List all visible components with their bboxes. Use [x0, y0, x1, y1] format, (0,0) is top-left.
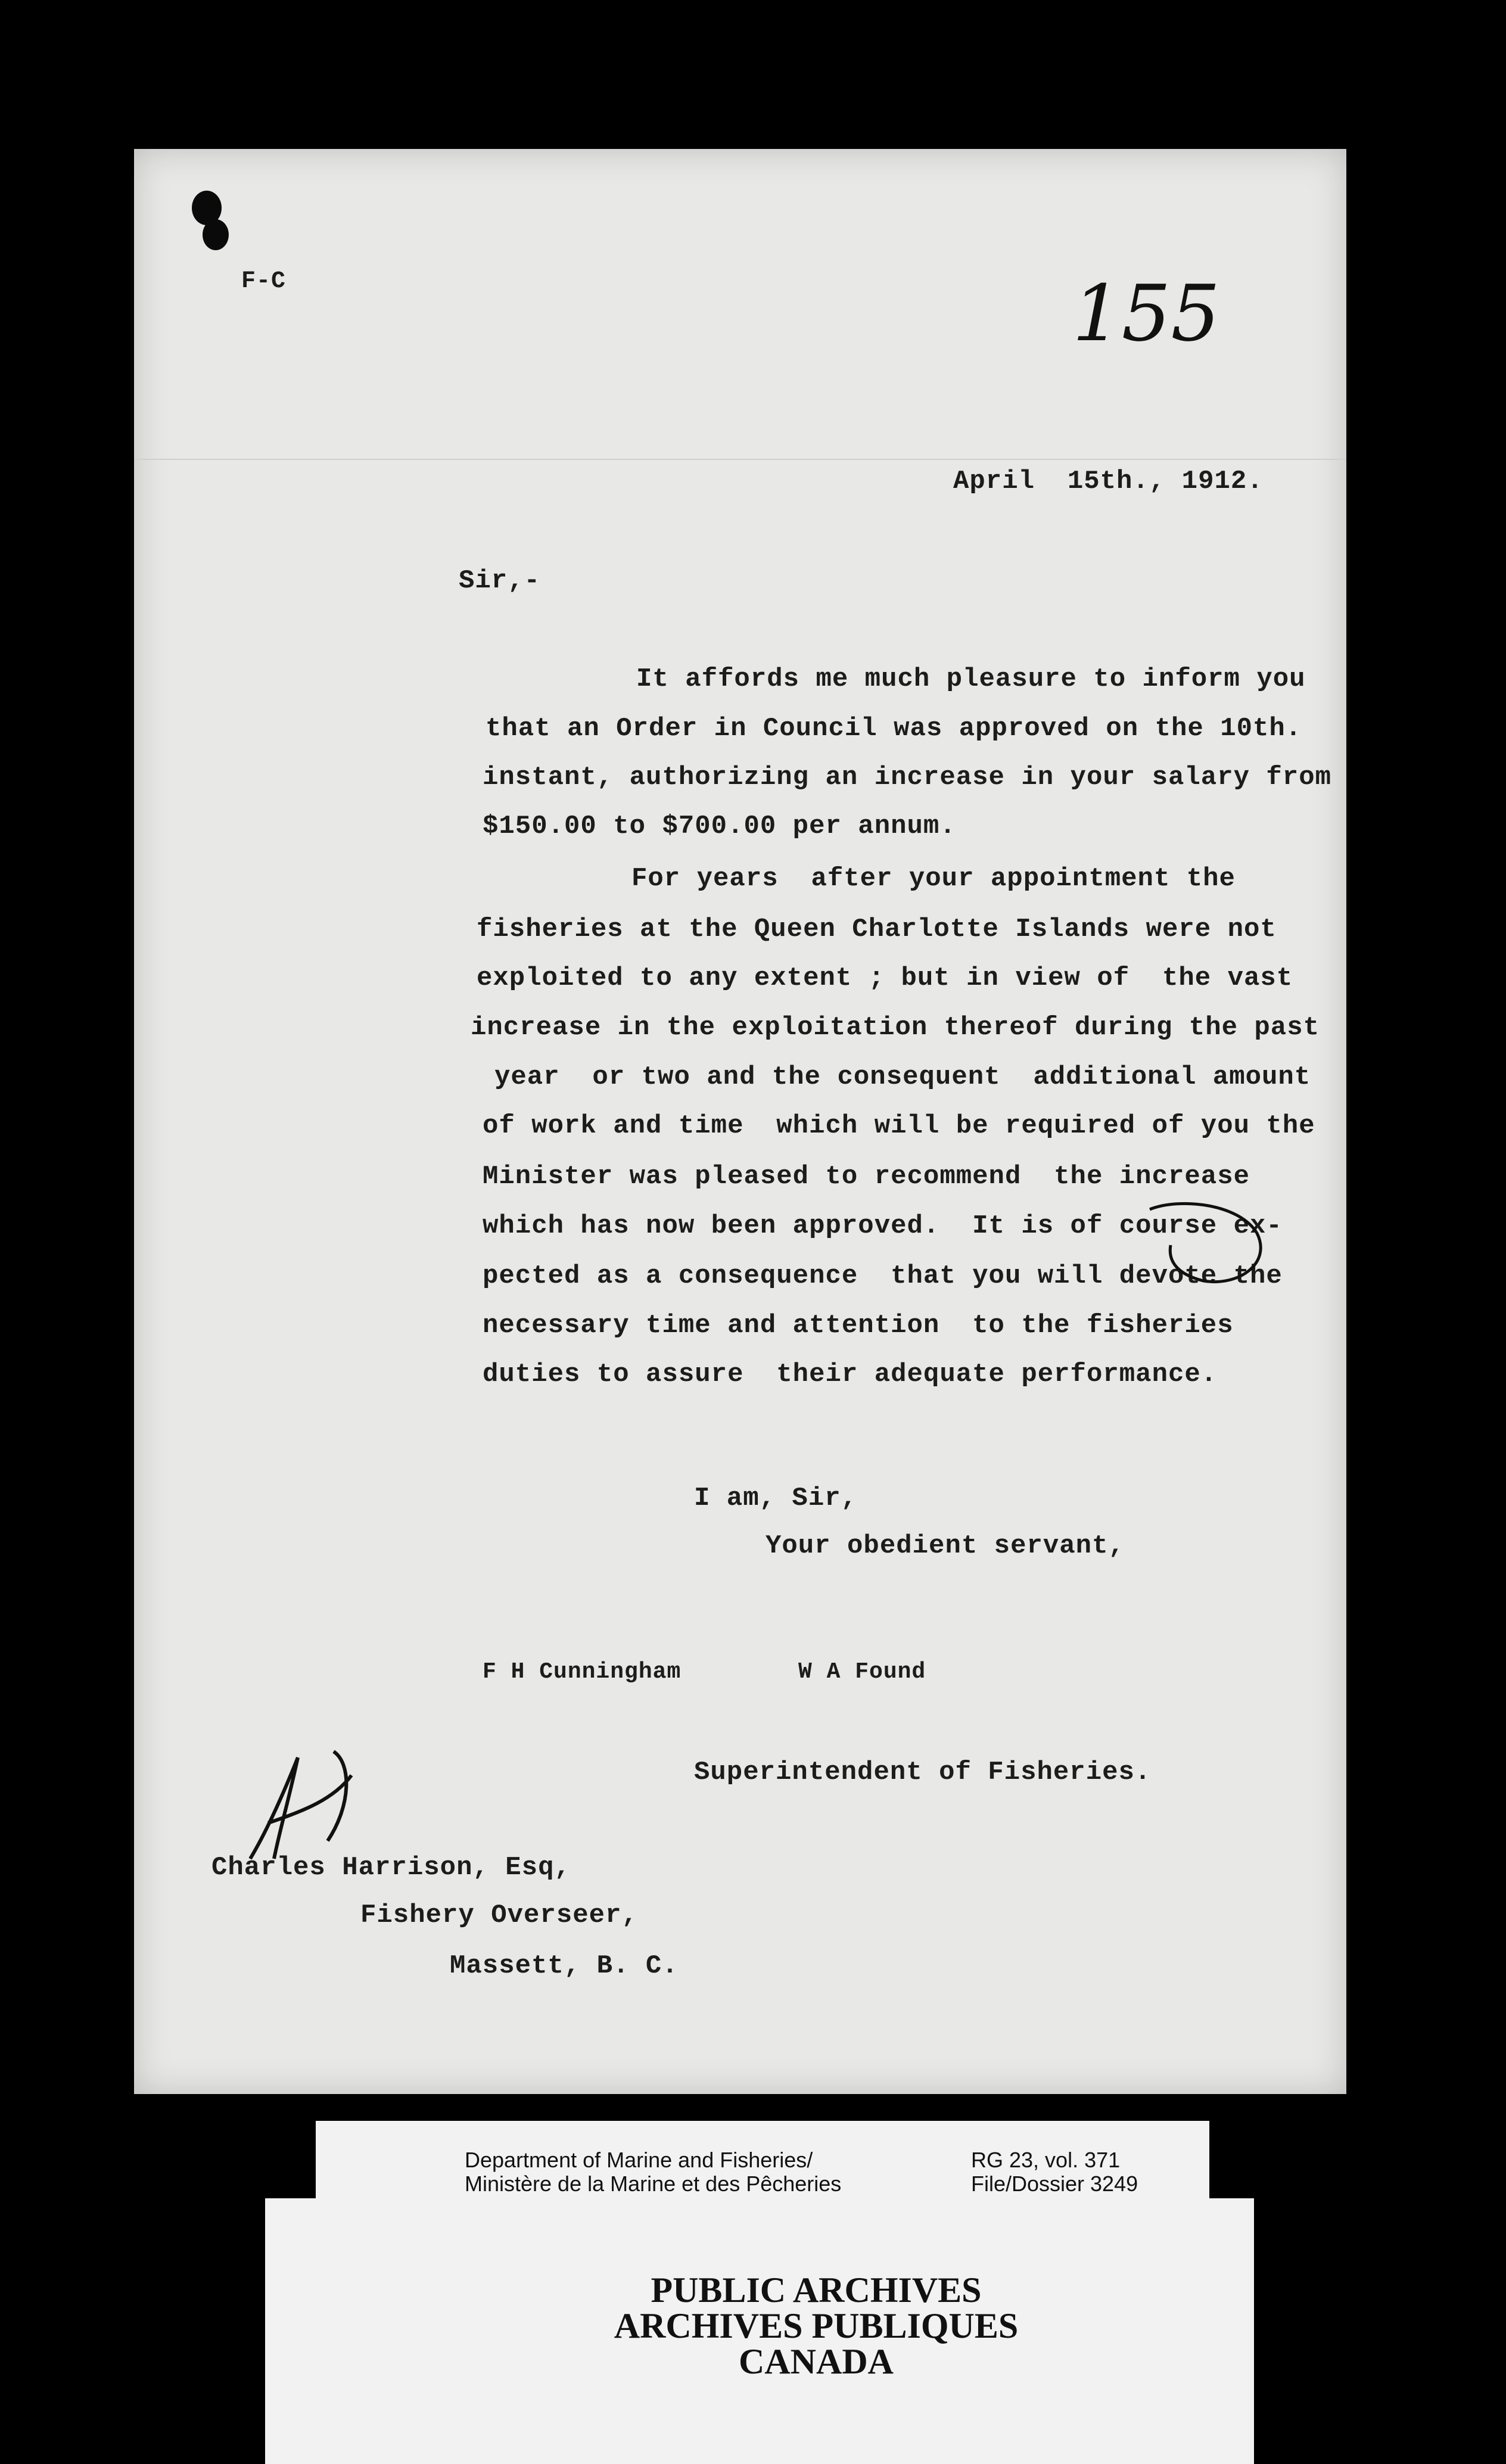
body-line: For years after your appointment the [631, 864, 1236, 894]
body-line: pected as a consequence that you will devote the [483, 1261, 1283, 1291]
department-french: Ministère de la Marine et des Pêcheries [465, 2171, 842, 2196]
body-line: fisheries at the Queen Charlotte Islands were not [477, 914, 1277, 944]
body-line: exploited to any extent ; but in view of the vast [477, 963, 1293, 993]
initials-right: W A Found [798, 1659, 926, 1685]
letter-date: April 15th., 1912. [953, 466, 1264, 496]
page-number: 155 [1072, 268, 1221, 359]
archive-stamp-line: PUBLIC ARCHIVES [651, 2270, 982, 2310]
record-group: RG 23, vol. 371 [971, 2148, 1121, 2172]
body-line: year or two and the consequent additional amount [494, 1062, 1311, 1092]
salutation: Sir,- [459, 566, 541, 596]
archive-stamp-line: CANADA [739, 2342, 894, 2381]
initials-left: F H Cunningham [483, 1659, 682, 1685]
body-line: Minister was pleased to recommend the increase [483, 1162, 1250, 1191]
body-line: It affords me much pleasure to inform you [636, 664, 1306, 694]
addressee-name: Charles Harrison, Esq, [211, 1853, 571, 1883]
body-line: duties to assure their adequate performance. [483, 1359, 1218, 1389]
hand-drawn-loop [1144, 1197, 1275, 1293]
body-line: increase in the exploitation thereof during the past [471, 1013, 1320, 1043]
body-line: necessary time and attention to the fisheries [483, 1311, 1234, 1340]
archive-stamp-line: ARCHIVES PUBLIQUES [614, 2306, 1019, 2345]
file-code: F-C [241, 268, 287, 295]
addressee-role: Fishery Overseer, [360, 1900, 638, 1930]
addressee-place: Massett, B. C. [450, 1951, 679, 1981]
file-number: File/Dossier 3249 [971, 2171, 1138, 2196]
body-line: instant, authorizing an increase in your salary from [483, 763, 1332, 792]
paper-fold [134, 459, 1346, 460]
closing-line: I am, Sir, [694, 1483, 858, 1513]
signatory-title: Superintendent of Fisheries. [694, 1757, 1152, 1787]
punch-hole [203, 219, 229, 250]
department-english: Department of Marine and Fisheries/ [465, 2148, 813, 2172]
body-line: $150.00 to $700.00 per annum. [483, 811, 956, 841]
closing-line: Your obedient servant, [766, 1531, 1125, 1561]
body-line: which has now been approved. It is of course ex- [483, 1211, 1283, 1241]
body-line: that an Order in Council was approved on the 10th. [486, 714, 1302, 743]
body-line: of work and time which will be required of you the [483, 1111, 1315, 1141]
